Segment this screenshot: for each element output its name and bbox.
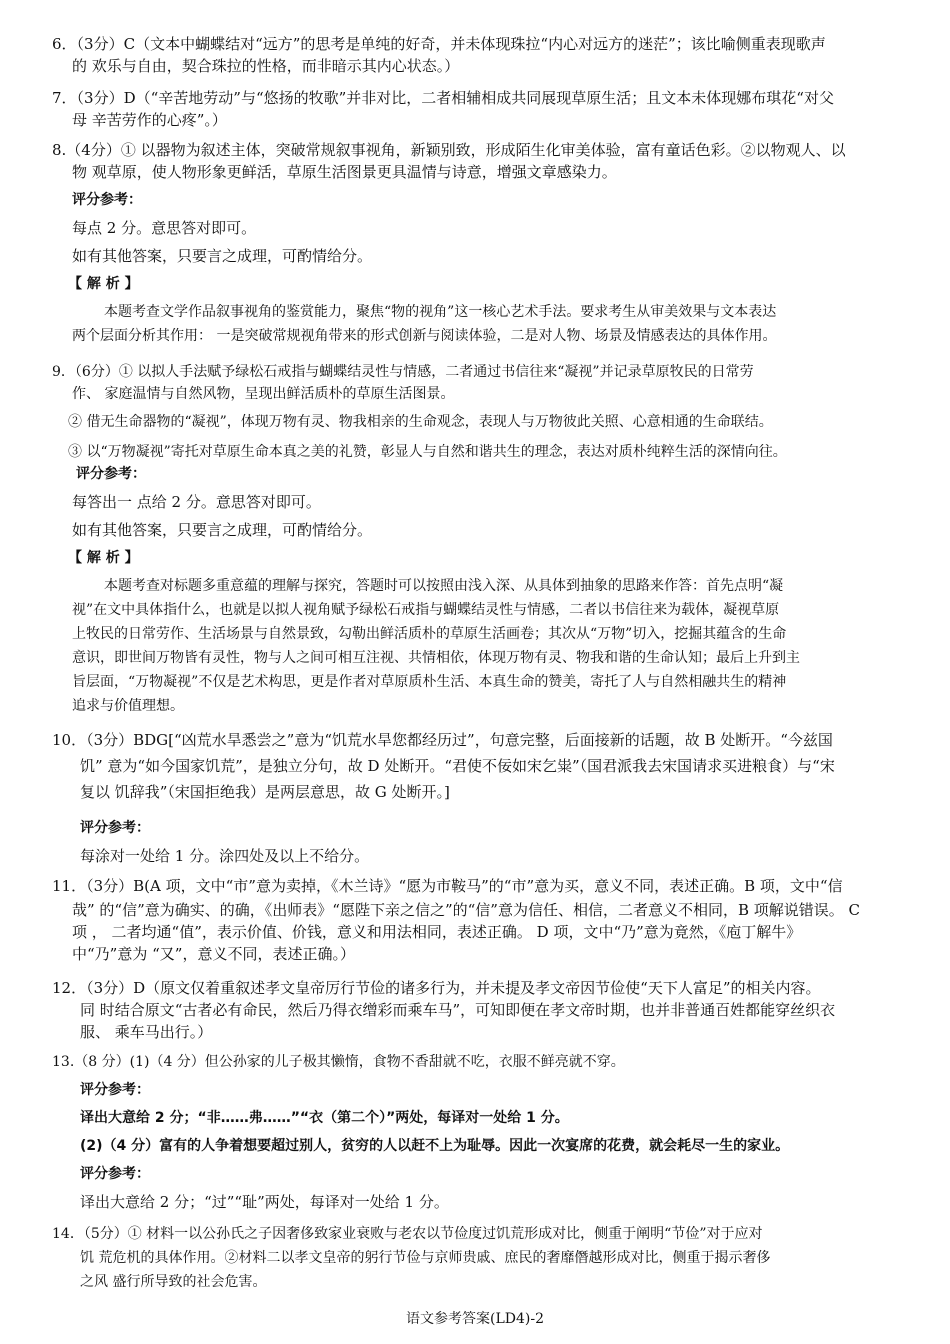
q9-line-2: 作、 家庭温情与自然风物，呈现出鲜活质朴的草原生活图景。: [72, 386, 455, 402]
q9-scoring-1: 每答出一 点给 2 分。意思答对即可。: [72, 493, 321, 511]
q8-analysis-1: 本题考查文学作品叙事视角的鉴赏能力，聚焦“物的视角”这一核心艺术手法。要求考生从审美效果与文本表达: [104, 304, 777, 320]
q9-analysis-title: 【 解 析 】: [68, 550, 139, 566]
q9-line-4: ③ 以“万物凝视”寄托对草原生命本真之美的礼赞，彰显人与自然和谐共生的理念，表达对质朴纯粹生活的深情向往。: [68, 444, 787, 460]
q10-scoring-title: 评分参考：: [80, 820, 150, 836]
q9-analysis-5: 旨层面，“万物凝视”不仅是艺术构思，更是作者对草原质朴生活、本真生命的赞美，寄托了人与自然相融共生的精神: [72, 674, 787, 690]
q9-analysis-1: 本题考查对标题多重意蕴的理解与探究，答题时可以按照由浅入深、从具体到抽象的思路来作答：首先点明“凝: [104, 578, 784, 594]
q8-scoring-title: 评分参考：: [72, 192, 142, 208]
q13-scoring-2: 译出大意给 2 分；“过”“耻”两处，每译对一处给 1 分。: [80, 1193, 449, 1211]
q9-analysis-4: 意识，即世间万物皆有灵性，物与人之间可相互注视、共情相依，体现万物有灵、物我和谐的生命认知；最后上升到主: [72, 650, 800, 666]
q13-scoring-title-1: 评分参考：: [80, 1082, 150, 1098]
q9-analysis-6: 追求与价值理想。: [72, 698, 184, 714]
page-footer: 语文参考答案(LD4)-2: [406, 1311, 544, 1327]
q13-line-1: 13.（8 分）(1)（4 分）但公孙家的儿子极其懒惰，食物不香甜就不吃，衣服不鲜亮就不穿。: [52, 1054, 625, 1070]
q13-scoring-1: 译出大意给 2 分；“非……弗……”“衣（第二个）”两处，每译对一处给 1 分。: [80, 1110, 569, 1126]
q7-line-2: 母 辛苦劳作的心疼”。）: [72, 111, 227, 129]
q8-line-2: 物 观草原，使人物形象更鲜活，草原生活图景更具温情与诗意，增强文章感染力。: [72, 163, 617, 181]
q9-scoring-2: 如有其他答案，只要言之成理，可酌情给分。: [72, 521, 373, 539]
q14-line-3: 之风 盛行所导致的社会危害。: [80, 1274, 267, 1290]
q13-scoring-title-2: 评分参考：: [80, 1166, 150, 1182]
q8-analysis-title: 【 解 析 】: [68, 276, 139, 292]
q14-line-2: 饥 荒危机的具体作用。②材料二以孝文皇帝的躬行节俭与京师贵戚、庶民的奢靡僭越形成对比，侧重于揭示奢侈: [80, 1250, 771, 1266]
q9-line-1: 9．（6分）① 以拟人手法赋予绿松石戒指与蝴蝶结灵性与情感，二者通过书信往来“凝视”并记录草原牧民的日常劳: [52, 364, 754, 380]
q11-line-1: 11．（3分）B(A 项，文中“市”意为卖掉，《木兰诗》“愿为市鞍马”的“市”意为买，意义不同，表述正确。B 项，文中“信: [52, 877, 843, 895]
q13-line-2: (2)（4 分）富有的人争着想要超过别人，贫穷的人以赶不上为耻辱。因此一次宴席的花费，就会耗尽一生的家业。: [80, 1138, 790, 1154]
q8-scoring-1: 每点 2 分。意思答对即可。: [72, 219, 257, 237]
q8-analysis-2: 两个层面分析其作用： 一是突破常规视角带来的形式创新与阅读体验，二是对人物、场景及情感表达的具体作用。: [72, 328, 777, 344]
q10-line-3: 复以 饥辞我”（宋国拒绝我）是两层意思，故 G 处断开。]: [80, 783, 450, 801]
q9-analysis-3: 上牧民的日常劳作、生活场景与自然景致，勾勒出鲜活质朴的草原生活画卷；其次从“万物”切入，挖掘其蕴含的生命: [72, 626, 787, 642]
q11-line-3: 项 ， 二者均通“值”，表示价值、价钱，意义和用法相同，表述正确。 D 项，文中“乃”意为竟然，《庖丁解牛》: [72, 923, 802, 941]
q10-line-1: 10．（3分）BDG[“凶荒水旱悉尝之”意为“饥荒水旱您都经历过”，句意完整，后面接新的话题，故 B 处断开。“今兹国: [52, 731, 833, 749]
q14-line-1: 14．（5分）① 材料一以公孙氏之子因奢侈致家业衰败与老农以节俭度过饥荒形成对比，侧重于阐明“节俭”对于应对: [52, 1226, 763, 1242]
q11-line-4: 中“乃”意为 “又”，意义不同，表述正确。）: [72, 945, 355, 963]
q12-line-3: 服、 乘车马出行。）: [80, 1023, 213, 1041]
q10-line-2: 饥” 意为“如今国家饥荒”，是独立分句，故 D 处断开。“君使不佞如宋乞粜”（国君派我去宋国请求买进粮食）与“宋: [80, 757, 835, 775]
q12-line-2: 同 时结合原文“古者必有命民，然后乃得衣缯彩而乘车马”，可知即便在孝文帝时期，也并非普通百姓都能穿丝织衣: [80, 1001, 836, 1019]
q6-line-2: 的 欢乐与自由，契合珠拉的性格，而非暗示其内心状态。）: [72, 57, 460, 75]
q8-line-1: 8.（4分）① 以器物为叙述主体，突破常规叙事视角，新颖别致，形成陌生化审美体验，富有童话色彩。②以物观人、以: [52, 141, 846, 159]
q11-line-2: 哉” 的“信”意为确实、的确，《出师表》“愿陛下亲之信之”的“信”意为信任、相信，二者意义不相同，B 项解说错误。 C: [72, 901, 860, 919]
q6-line-1: 6．（3分）C（文本中蝴蝶结对“远方”的思考是单纯的好奇，并未体现珠拉“内心对远方的迷茫”；该比喻侧重表现歌声: [52, 35, 826, 53]
q8-scoring-2: 如有其他答案，只要言之成理，可酌情给分。: [72, 247, 373, 265]
q9-scoring-title: 评分参考：: [76, 466, 146, 482]
q9-line-3: ② 借无生命器物的“凝视”，体现万物有灵、物我相亲的生命观念，表现人与万物彼此关照、心意相通的生命联结。: [68, 414, 773, 430]
q10-scoring-1: 每涂对一处给 1 分。涂四处及以上不给分。: [80, 847, 370, 865]
q9-analysis-2: 视”在文中具体指什么，也就是以拟人视角赋予绿松石戒指与蝴蝶结灵性与情感，二者以书信往来为载体，凝视草原: [72, 602, 780, 618]
q12-line-1: 12．（3分）D（原文仅着重叙述孝文皇帝厉行节俭的诸多行为，并未提及孝文帝因节俭使“天下人富足”的相关内容。: [52, 979, 821, 997]
q7-line-1: 7．（3分）D（“辛苦地劳动”与“悠扬的牧歌”并非对比，二者相辅相成共同展现草原生活；且文本未体现娜布琪花“对父: [52, 89, 834, 107]
